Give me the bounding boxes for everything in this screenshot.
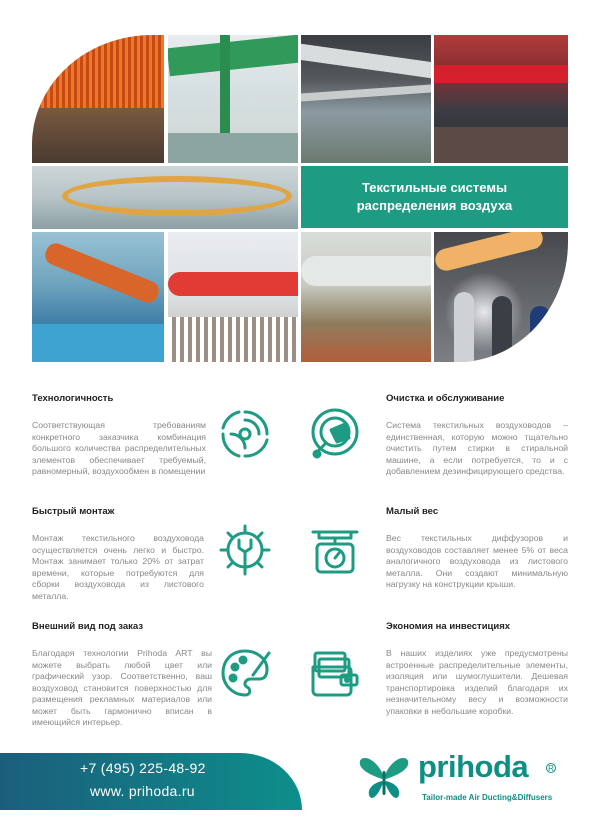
- feature-fast: [32, 506, 204, 602]
- feature-fast-title: Быстрый монтаж: [32, 506, 115, 517]
- washing-machine-icon: [307, 406, 363, 462]
- feature-look-title: Внешний вид под заказ: [32, 621, 144, 632]
- photo-orange-duct: [32, 35, 164, 163]
- photo-team-mist: [434, 232, 568, 362]
- banner-title: Текстильные системы распределения воздуха: [301, 166, 568, 228]
- footer-contact-band: [0, 753, 302, 810]
- feature-tech-title: Технологичность: [32, 393, 114, 404]
- feature-fast-text: Монтаж текстильного воздуховода осуществляется очень легко и быстро. Монтаж занимает только 20% от затрат времени, которые потребуются для сборки воздуховода из листового металла.: [32, 533, 204, 601]
- palette-icon: [217, 645, 273, 701]
- feature-light: [386, 506, 568, 591]
- photo-gym-red-duct: [434, 35, 568, 163]
- feature-look-text: Благодаря технологии Prihoda ART вы можете выбрать любой цвет или графический узор. Соответственно, ваш воздуховод становится поверхностью для размещения рекламных материалов или может быть гармонично вписан в имеющийся интерьер.: [32, 648, 212, 727]
- photo-warehouse-white-duct: [301, 232, 431, 362]
- feature-light-title: Малый вес: [386, 506, 439, 517]
- registered-mark: R: [546, 763, 556, 773]
- feature-look: [32, 621, 212, 729]
- photo-aquapark: [32, 232, 164, 362]
- photo-green-duct-lab: [168, 35, 298, 163]
- feature-clean-text: Система текстильных воздуховодов – единственная, которую можно тщательно очистить путем стирки в стиральной машине, а если потребуется, то и с добавлением дезинфицирующего средства.: [386, 420, 568, 476]
- air-swirl-icon: [217, 406, 273, 462]
- feature-invest-text: В наших изделиях уже предусмотрены встроенные распределительные элементы, изоляция или шумоглушители. Дешевая транспортировка изделий благодаря их незначительному весу и возможности упаковки в небольшие коробки.: [386, 648, 568, 716]
- wallet-money-icon: [307, 645, 363, 701]
- prihoda-logo: [356, 747, 576, 812]
- feature-tech: [32, 393, 206, 478]
- scale-icon: [307, 522, 363, 578]
- feature-clean-title: Очистка и обслуживание: [386, 393, 505, 404]
- logo-wordmark: prihoda: [418, 749, 529, 784]
- feature-clean: [386, 393, 568, 478]
- photo-office-ducts: [301, 35, 431, 163]
- feature-light-text: Вес текстильных диффузоров и воздуховодов составляет менее 5% от веса аналогичного воздуховода из листового металла. Они создают минимальную нагрузку на конструкции крыши.: [386, 533, 568, 589]
- photo-food-factory-red-duct: [168, 232, 298, 362]
- feature-invest: [386, 621, 568, 717]
- feature-invest-title: Экономия на инвестициях: [386, 621, 511, 632]
- butterfly-logo-icon: [356, 747, 412, 803]
- footer-phone[interactable]: +7 (495) 225-48-92: [80, 760, 206, 776]
- footer-website[interactable]: www. prihoda.ru: [90, 783, 195, 799]
- wrench-gear-icon: [217, 522, 273, 578]
- feature-tech-text: Соответствующая требованиям конкретного заказчика комбинация большого количества распределительных элементов обеспечивает требуемый, равномерный, воздухообмен в помещении: [32, 420, 206, 476]
- photo-round-orange-duct-hall: [32, 166, 298, 229]
- logo-tagline: Tailor-made Air Ducting&Diffusers: [422, 793, 553, 802]
